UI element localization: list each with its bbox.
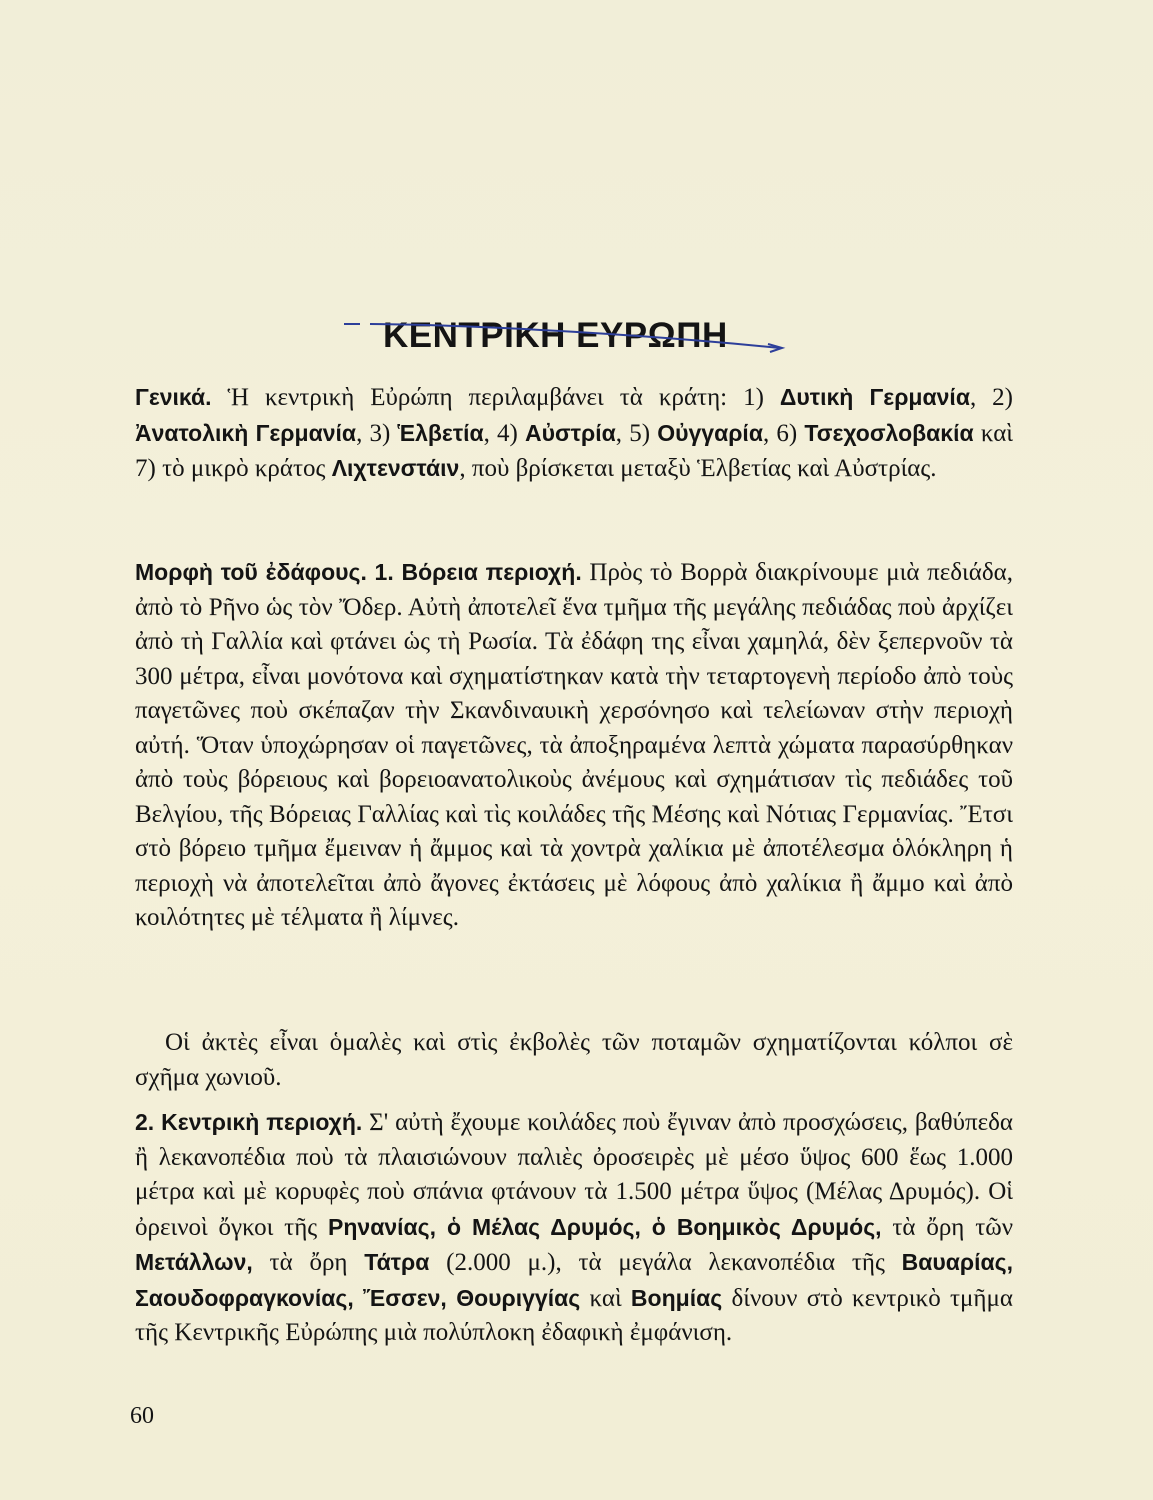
text-run: τὰ ὄρη <box>252 1249 365 1276</box>
text-run: δίνουν στὸ κεντρικὸ τμῆμα τῆς Κεντρικῆς Εὐρώπης μιὰ πολύπλοκη ἐδαφικὴ ἐμφάνιση. <box>135 1284 1013 1346</box>
paragraph-heading: 2. Κεντρικὴ περιοχή. <box>135 1109 363 1135</box>
text-run: τὰ ὄρη τῶν <box>881 1213 1013 1241</box>
text-run: , 4) <box>483 419 526 447</box>
bold-term: Ἑλβετία <box>397 419 484 446</box>
bold-term: Δυτικὴ Γερμανία <box>779 384 970 410</box>
pen-underline-mark <box>340 320 790 360</box>
bold-term: Οὐγγαρία <box>657 419 763 446</box>
page-title: ΚΕΝΤΡΙΚΗ ΕΥΡΩΠΗ <box>383 316 728 356</box>
text-run: Πρὸς τὸ Βορρὰ διακρίνουμε μιὰ πεδιάδα, ἀπὸ τὸ Ρῆνο ὡς τὸν Ὄδερ. Αὐτὴ ἀποτελεῖ ἕνα τμῆμα τῆς μεγάλης πεδιάδας ποὺ ἀρχίζει ἀπὸ τὴ Γαλλία καὶ φτάνει ὡς τὴ Ρωσία. Τὰ ἐδάφη της εἶναι χαμηλά, δὲν ξεπερνοῦν τὰ 300 μέτρα, εἶναι μονότονα καὶ σχηματίστηκαν κατὰ τὴν τεταρτογενὴ περίοδο ἀπὸ τοὺς παγετῶνες ποὺ σκέπαζαν τὴν Σκανδιναυικὴ χερσόνησο καὶ τελείωναν στὴν περιοχὴ αὐτή. Ὅταν ὑποχώρησαν οἱ παγετῶνες, τὰ ἀποξηραμένα λεπτὰ χώματα παρασύρθηκαν ἀπὸ τοὺς βόρειους καὶ βορειοανατολικοὺς ἀνέμους καὶ σχημάτισαν τὶς πεδιάδες τοῦ Βελγίου, τῆς Βόρειας Γαλλίας καὶ τὶς κοιλάδες τῆς Μέσης καὶ Νότιας Γερμανίας. Ἔτσι στὸ βόρειο τμῆμα ἔμειναν ἡ ἄμμος καὶ τὰ χοντρὰ χαλίκια μὲ ἀποτέλεσμα ὁλόκληρη ἡ περιοχὴ νὰ ἀποτελεῖται ἀπὸ ἄγονες ἐκτάσεις μὲ λόφους ἀπὸ χαλίκια ἢ ἄμμο καὶ ἀπὸ κοιλότητες μὲ τέλματα ἢ λίμνες. <box>135 559 1013 931</box>
text-run: , 5) <box>615 419 658 447</box>
bold-term: Τσεχοσλοβακία <box>804 419 974 446</box>
bold-term: Βοημίας <box>630 1284 723 1311</box>
bold-term: Τάτρα <box>364 1249 430 1275</box>
show-through-text <box>130 70 1010 320</box>
text-run: καὶ 7) τὸ μικρὸ κράτος <box>135 419 1014 482</box>
page-number: 60 <box>130 1403 154 1429</box>
text-run: , 6) <box>762 419 805 447</box>
bold-term: Ρηνανίας, ὁ Μέλας Δρυμός, ὁ Βοημικὸς Δρυμός, <box>328 1213 882 1240</box>
paragraph-coasts <box>135 1026 1013 1095</box>
paragraph-general <box>135 380 1013 487</box>
paragraph-heading: Γενικά. <box>135 384 212 410</box>
bold-term: Μετάλλων, <box>135 1249 253 1275</box>
bold-term: Λιχτενστάιν <box>331 455 460 481</box>
bold-term: Ἀνατολικὴ Γερμανία <box>135 419 357 446</box>
text-run: , ποὺ βρίσκεται μεταξὺ Ἑλβετίας καὶ Αὐστρίας. <box>459 455 937 482</box>
text-run: , 2) <box>969 384 1014 411</box>
text-run: (2.000 μ.), τὰ μεγάλα λεκανοπέδια τῆς <box>429 1249 902 1276</box>
text-run: Ἡ κεντρικὴ Εὐρώπη περιλαμβάνει τὰ κράτη: 1) <box>211 384 780 411</box>
text-run: , 3) <box>356 419 398 447</box>
text-run: καὶ <box>580 1284 631 1312</box>
paragraph-heading: Μορφὴ τοῦ ἐδάφους. <box>135 559 367 585</box>
text-run <box>367 559 375 586</box>
bold-term: Αὐστρία <box>525 419 616 446</box>
paragraph-terrain-central <box>135 1105 1013 1351</box>
paragraph-terrain-north <box>135 555 1013 936</box>
text-run: Οἱ ἀκτὲς εἶναι ὁμαλὲς καὶ στὶς ἐκβολὲς τῶν ποταμῶν σχηματίζονται κόλποι σὲ σχῆμα χωνιοῦ. <box>135 1029 1013 1091</box>
bold-term: Βαυαρίας, Σαουδοφραγκονίας, Ἔσσεν, Θουριγγίας <box>135 1249 1013 1311</box>
bold-term: 1. Βόρεια περιοχή. <box>374 559 582 585</box>
text-run: Σ' αὐτὴ ἔχουμε κοιλάδες ποὺ ἔγιναν ἀπὸ προσχώσεις, βαθύπεδα ἢ λεκανοπέδια ποὺ τὰ πλαισιώνουν παλιὲς ὀροσειρὲς μὲ μέσο ὕψος 600 ἕως 1.000 μέτρα καὶ μὲ κορυφὲς ποὺ σπάνια φτάνουν τὰ 1.500 μέτρα ὕψος (Μέλας Δρυμός). Οἱ ὀρεινοὶ ὄγκοι τῆς <box>135 1109 1013 1241</box>
